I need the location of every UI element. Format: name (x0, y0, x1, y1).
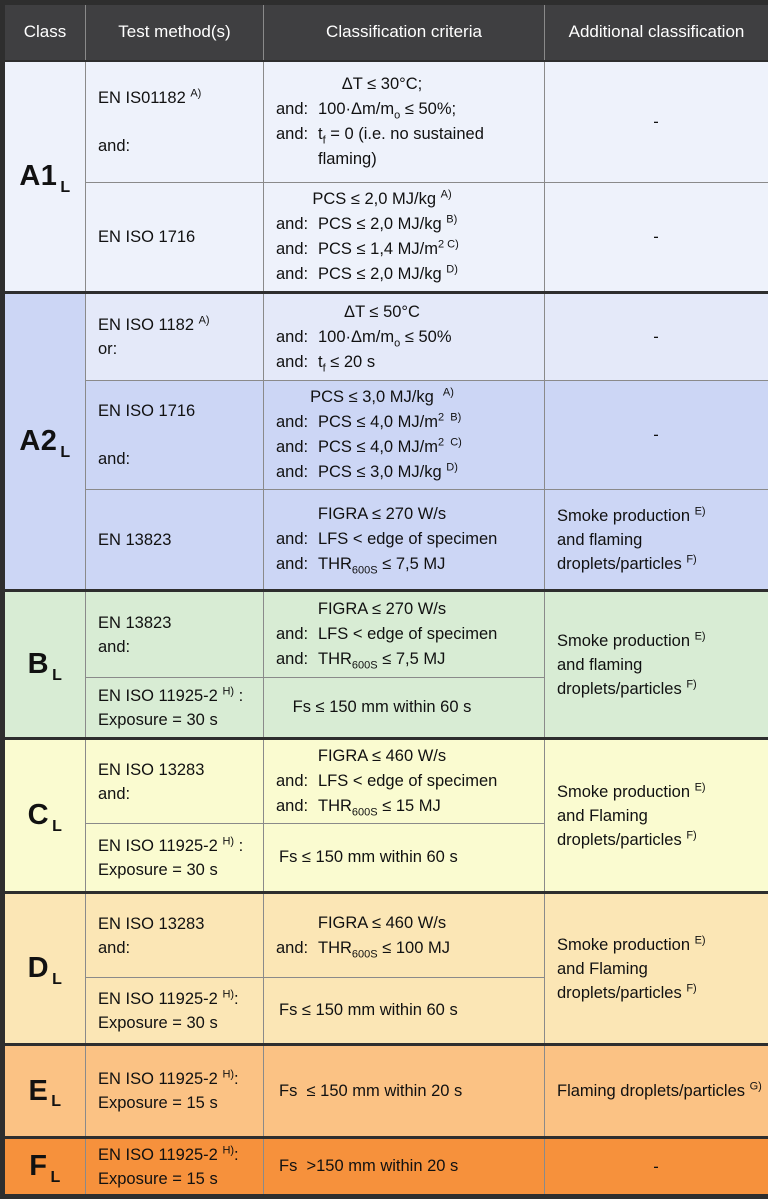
criteria-cell-a1-2: PCS ≤ 2,0 MJ/kg $^{A)}$ and: PCS ≤ 2,0 MJ/kg $^{B)}$ and: PCS ≤ 1,4 $MJ/m^{2 C)}$ and: PCS ≤ 2,0 MJ/kg $^{D)}$ (264, 183, 545, 293)
criteria-cell-d-1: FIGRA ≤ 460 W/s and: $THR_{600S} \le 100$ MJ (264, 893, 545, 978)
additional-cell-e: Flaming droplets/particles $^{G)}$ (545, 1045, 768, 1138)
method-cell-a2-2: EN ISO 1716 and: (86, 381, 264, 490)
class-subscript: L (60, 444, 70, 461)
method-cell-a2-3: EN 13823 (86, 490, 264, 591)
row-e-1 (3, 1045, 768, 1138)
class-label-b: B $_L$ (3, 591, 86, 739)
additional-cell-a2-2: - (545, 381, 768, 490)
class-label-f: F $_L$ (3, 1138, 86, 1197)
criteria-cell-c-2: Fs ≤ 150 mm within 60 s (264, 824, 545, 893)
method-cell-e-1: EN ISO 11925-2 $^{H)}$: Exposure = 15 s (86, 1045, 264, 1138)
row-d-1 (3, 893, 768, 978)
method-cell-f-1: EN ISO 11925-2 $^{H)}$: Exposure = 15 s (86, 1138, 264, 1197)
row-a2-2 (3, 381, 768, 490)
criteria-cell-a2-2: PCS ≤ 3,0 MJ/kg $^{A)}$ and: PCS ≤ 4,0 $MJ/m^{2 B)}$ and: PCS ≤ 4,0 $MJ/m^{2 C)}$ and: PCS ≤ 3,0 MJ/kg $^{D)}$ (264, 381, 545, 490)
method-cell-d-2: EN ISO 11925-2 $^{H)}$: Exposure = 30 s (86, 978, 264, 1045)
additional-cell-b: Smoke production $^{E)}$ and flaming droplets/particles $^{F)}$ (545, 591, 768, 739)
additional-cell-a1-2: - (545, 183, 768, 293)
method-cell-c-1: EN ISO 13283 and: (86, 739, 264, 824)
criteria-cell-b-2: Fs ≤ 150 mm within 60 s (264, 678, 545, 739)
additional-cell-c: Smoke production $^{E)}$ and Flaming droplets/particles $^{F)}$ (545, 739, 768, 893)
method-cell-d-1: EN ISO 13283 and: (86, 893, 264, 978)
criteria-cell-d-2: Fs ≤ 150 mm within 60 s (264, 978, 545, 1045)
method-cell-b-2: EN ISO 11925-2 $^{H)}$ : Exposure = 30 s (86, 678, 264, 739)
criteria-cell-a2-1: ΔT ≤ 50°C and: $100\cdot\Delta m/m_o \le 50\%$ and: $t_f \le 20$ s (264, 293, 545, 381)
row-a1-1 (3, 61, 768, 183)
column-header-class: Class (3, 3, 86, 61)
class-label-a1: A1 $_L$ (3, 61, 86, 293)
method-cell-b-1: EN 13823 and: (86, 591, 264, 678)
method-cell-a1-2: EN ISO 1716 (86, 183, 264, 293)
class-subscript: L (52, 667, 62, 684)
class-subscript: L (60, 179, 70, 196)
row-a1-2 (3, 183, 768, 293)
class-label-d: D $_L$ (3, 893, 86, 1045)
criteria-cell-b-1: FIGRA ≤ 270 W/s and: LFS < edge of specimen and: $THR_{600S} \le 7,5$ MJ (264, 591, 545, 678)
row-a2-3 (3, 490, 768, 591)
class-subscript: L (52, 818, 62, 835)
additional-cell-f: - (545, 1138, 768, 1197)
criteria-cell-e-1: Fs ≤ 150 mm within 20 s (264, 1045, 545, 1138)
method-cell-c-2: EN ISO 11925-2 $^{H)}$ : Exposure = 30 s (86, 824, 264, 893)
row-c-1 (3, 739, 768, 824)
class-label-a2: A2 $_L$ (3, 293, 86, 591)
class-subscript: L (51, 1093, 61, 1110)
method-cell-a2-1: EN ISO 1182 $^{A)}$ or: (86, 293, 264, 381)
column-header-additional-classification: Additional classification (545, 3, 768, 61)
column-header-classification-criteria: Classification criteria (264, 3, 545, 61)
additional-cell-a1-1: - (545, 61, 768, 183)
row-a2-1 (3, 293, 768, 381)
criteria-cell-a1-1: ΔT ≤ 30°C; and: $100\cdot\Delta m/m_o \le 50\%$; and: $t_f = 0$ (i.e. no sustained flaming) (264, 61, 545, 183)
header-row (3, 3, 768, 61)
row-b-1 (3, 591, 768, 678)
class-subscript: L (52, 971, 62, 988)
column-header-test-methods: Test method(s) (86, 3, 264, 61)
method-cell-a1-1: EN IS01182 $^{A)}$ and: (86, 61, 264, 183)
additional-cell-a2-1: - (545, 293, 768, 381)
class-label-e: E $_L$ (3, 1045, 86, 1138)
class-label-c: C $_L$ (3, 739, 86, 893)
additional-cell-a2-3: Smoke production $^{E)}$ and flaming droplets/particles $^{F)}$ (545, 490, 768, 591)
class-subscript: L (50, 1169, 60, 1186)
additional-cell-d: Smoke production $^{E)}$ and Flaming droplets/particles $^{F)}$ (545, 893, 768, 1045)
criteria-cell-f-1: Fs >150 mm within 20 s (264, 1138, 545, 1197)
criteria-cell-c-1: FIGRA ≤ 460 W/s and: LFS < edge of specimen and: $THR_{600S} \le 15$ MJ (264, 739, 545, 824)
criteria-cell-a2-3: FIGRA ≤ 270 W/s and: LFS < edge of specimen and: $THR_{600S} \le 7,5$ MJ (264, 490, 545, 591)
